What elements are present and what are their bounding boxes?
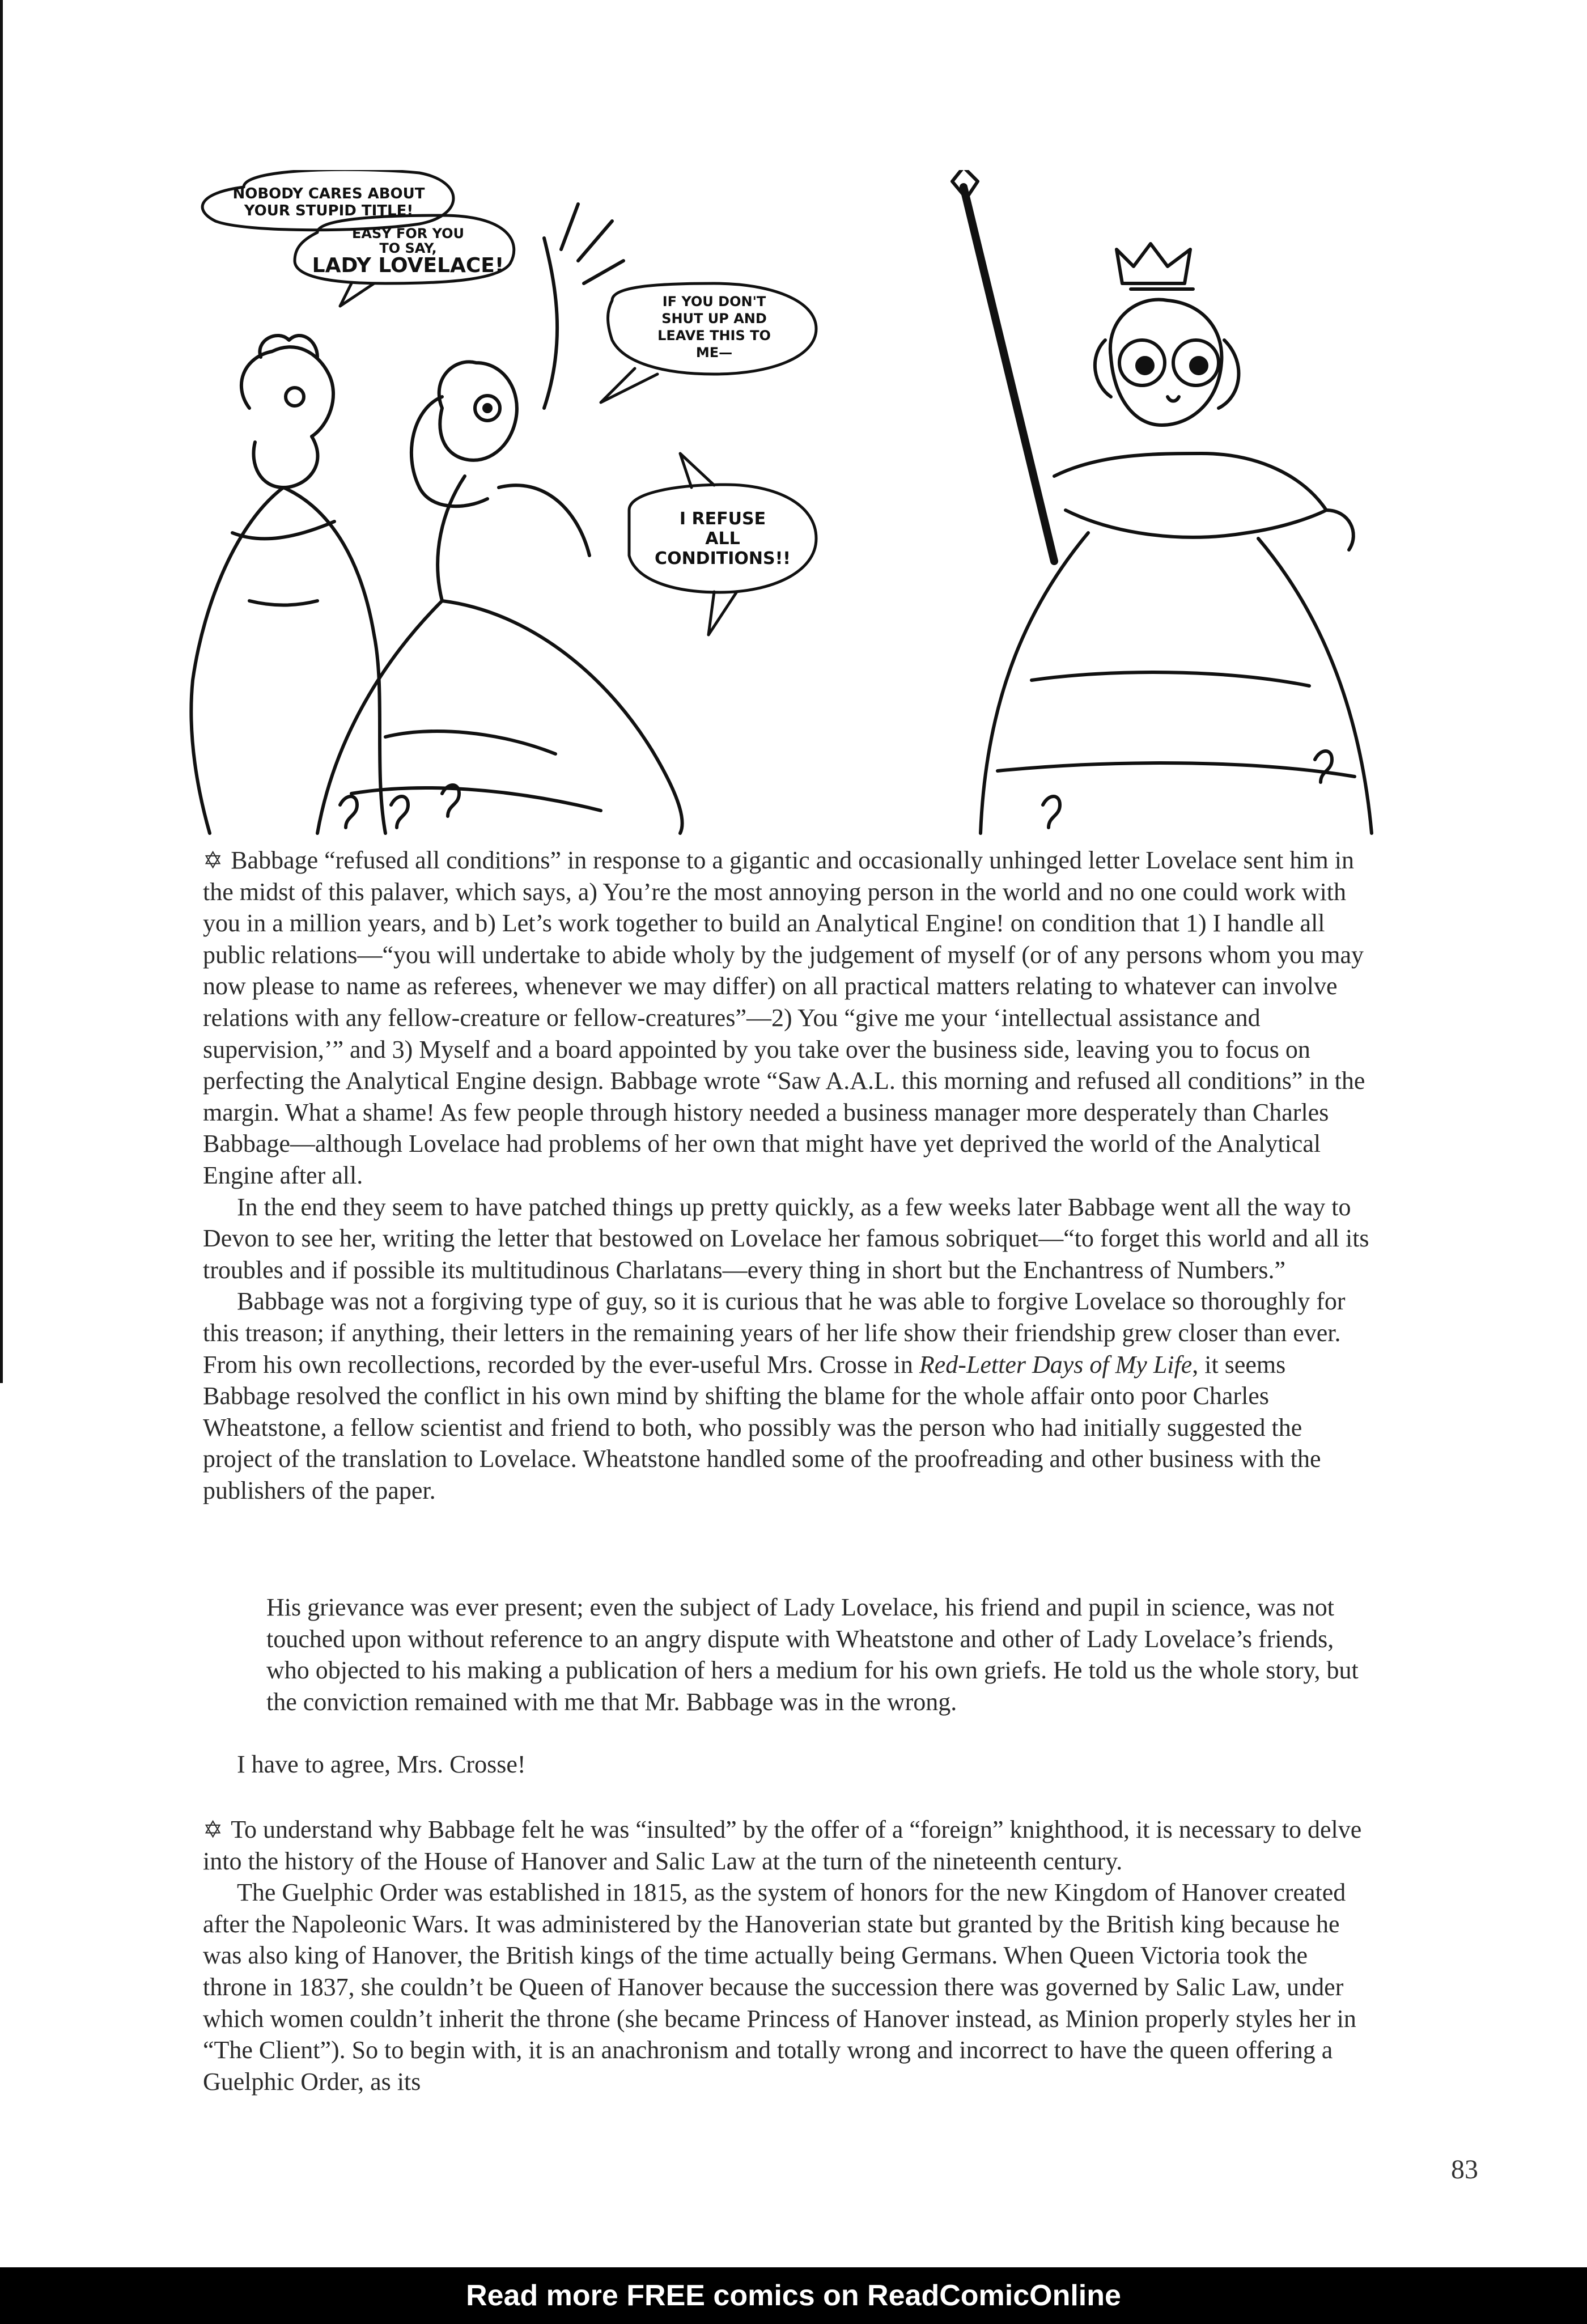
bubble-2-line-3: LADY LOVELACE! (312, 254, 504, 277)
bubble-1-line-2: YOUR STUPID TITLE! (244, 202, 414, 219)
bubble-3-line-2: SHUT UP AND (661, 311, 767, 326)
after-quote (203, 1749, 1372, 1780)
note-2 (203, 1814, 1372, 2097)
note-2-paragraph-1: ✡ To understand why Babbage felt he was “insulted” by the offer of a “foreign” knighthood, it is necessary to delve into the history of the House of Hanover and Salic Law at the turn of the nineteenth century. (203, 1816, 1362, 1875)
bubble-4-line-1: I REFUSE (679, 509, 766, 529)
star-marker-icon: ✡ (203, 1816, 223, 1843)
note-1-paragraph-3: Babbage was not a forgiving type of guy, so it is curious that he was able to forgive Lovelace so thoroughly for this treason; if anything, their letters in the remaining years of her life show their friendship grew closer than ever. From his own recollections, recorded by the ever-useful Mrs. Crosse in Red-Letter Days of My Life, it seems Babbage resolved the conflict in his own mind by shifting the blame for the whole affair onto poor Charles Wheatstone, a fellow scientist and friend to both, who possibly was the person who had initially suggested the project of the translation to Lovelace. Wheatstone handled some of the proofreading and other business with the publishers of the paper. (203, 1287, 1346, 1504)
book-title: Red-Letter Days of My Life (919, 1350, 1193, 1379)
note-1 (203, 845, 1372, 1506)
bubble-2-line-1: EASY FOR YOU (351, 226, 465, 241)
left-margin-rule (0, 0, 3, 1383)
footer-banner (0, 2267, 1587, 2324)
bubble-4-line-2: ALL (705, 529, 740, 549)
bubble-3-line-3: LEAVE THIS TO (657, 328, 771, 343)
bubble-4-line-3: CONDITIONS!! (655, 549, 791, 569)
comic-panel (147, 170, 1394, 839)
note-1-paragraph-1: ✡ Babbage “refused all conditions” in response to a gigantic and occasionally unhinged letter Lovelace sent him in the midst of this palaver, which says, a) You’re the most annoying person in the world and no one could work with you in a million years, and b) Let’s work together to build an Analytical Engine! on condition that 1) I handle all public relations—“you will undertake to abide wholy by the judgement of myself (or of any persons whom you may now please to name as referees, whenever we may differ) on all practical matters relating to whatever can involve relations with any fellow-creature or fellow-creatures”—2) You “give me your ‘intellectual assistance and supervision,’” and 3) Myself and a board appointed by you take over the business side, leaving you to focus on perfecting the Analytical Engine design. Babbage wrote “Saw A.A.L. this morning and refused all conditions” in the margin. What a shame! As few people through history needed a business manager more desperately than Charles Babbage—although Lovelace had problems of her own that might have yet deprived the world of the Analytical Engine after all. (203, 846, 1365, 1189)
bubble-1-line-1: NOBODY CARES ABOUT (232, 185, 425, 202)
star-marker-icon: ✡ (203, 846, 223, 874)
bubble-2-line-2: TO SAY, (379, 240, 437, 256)
block-quote (266, 1592, 1372, 1717)
comic-illustration (147, 170, 1394, 839)
bubble-3-line-1: IF YOU DON'T (662, 294, 766, 309)
bubble-3-line-4: ME— (695, 345, 733, 361)
page-number: 83 (1451, 2155, 1478, 2185)
note-1-paragraph-2: In the end they seem to have patched things up pretty quickly, as a few weeks later Babbage went all the way to Devon to see her, writing the letter that bestowed on Lovelace her famous sobriquet—“to forget this world and all its troubles and if possible its multitudinous Charlatans—every thing in short but the Enchantress of Numbers.” (203, 1193, 1369, 1284)
after-quote-text: I have to agree, Mrs. Crosse! (237, 1750, 526, 1778)
note-2-paragraph-2: The Guelphic Order was established in 1815, as the system of honors for the new Kingdom of Hanover created after the Napoleonic Wars. It was administered by the Hanoverian state but granted by the British king because he was also king of Hanover, the British kings of the time actually being Germans. When Queen Victoria took the throne in 1837, she couldn’t be Queen of Hanover because the succession there was governed by Salic Law, under which women couldn’t inherit the throne (she became Princess of Hanover instead, as Minion properly styles her in “The Client”). So to begin with, it is an anachronism and totally wrong and incorrect to have the queen offering a Guelphic Order, as its (203, 1878, 1356, 2096)
read-more-link[interactable]: Read more FREE comics on ReadComicOnline (466, 2279, 1121, 2312)
block-quote-text: His grievance was ever present; even the subject of Lady Lovelace, his friend and pupil in science, was not touched upon without reference to an angry dispute with Wheatstone and other of Lady Lovelace’s friends, who objected to his making a publication of hers a medium for his own griefs. He told us the whole story, but the conviction remained with me that Mr. Babbage was in the wrong. (266, 1593, 1359, 1716)
